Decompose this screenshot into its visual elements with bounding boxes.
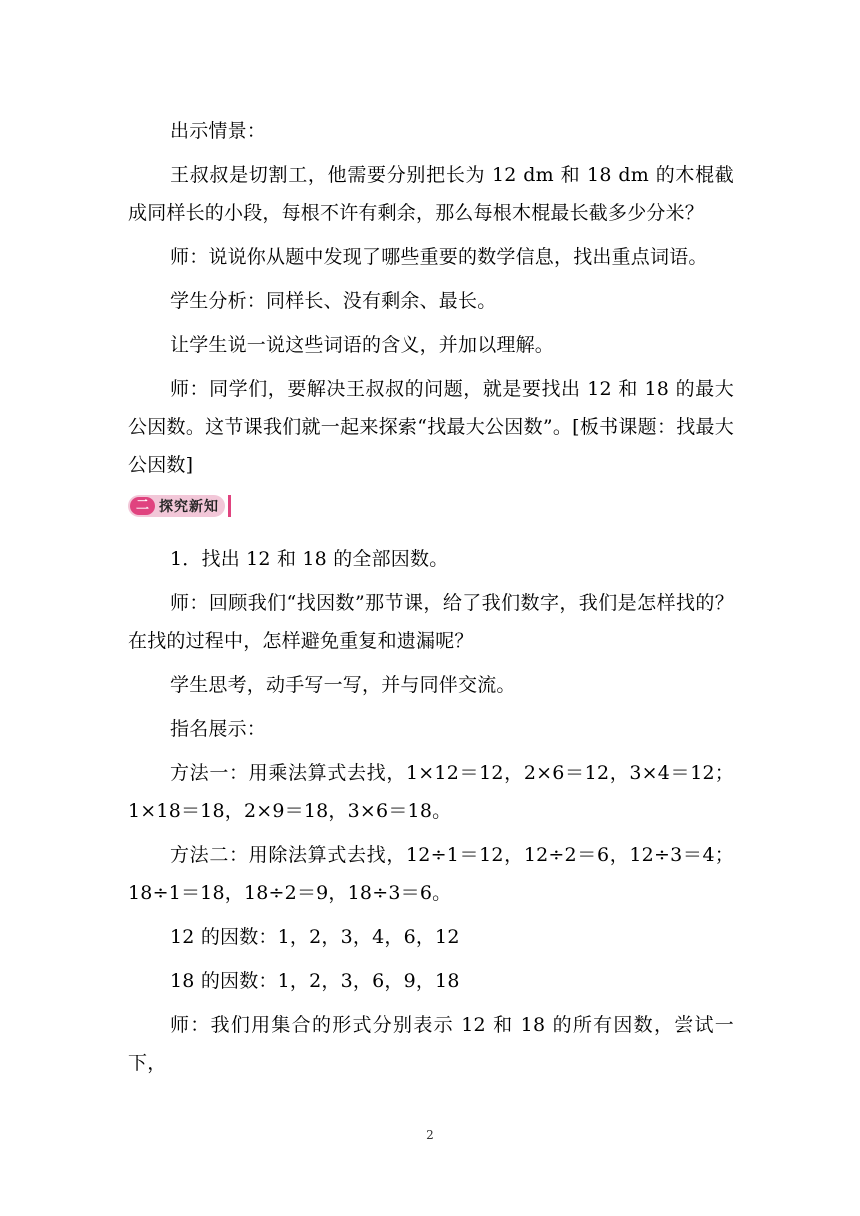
paragraph-show: 指名展示： — [170, 718, 267, 740]
paragraph-explain-terms: 让学生说一说这些词语的含义，并加以理解。 — [170, 334, 555, 356]
paragraph-factors-12: 12 的因数：1，2，3，4，6，12 — [170, 926, 460, 948]
section-title: 探究新知 — [159, 499, 220, 515]
paragraph-student-analysis: 学生分析：同样长、没有剩余、最长。 — [170, 290, 497, 312]
paragraph-teacher-review: 师：回顾我们“找因数”那节课，给了我们数字，我们是怎样找的？在找的过程中，怎样避免重复和遗漏呢？ — [128, 592, 734, 652]
paragraph-problem: 王叔叔是切割工，他需要分别把长为 12 dm 和 18 dm 的木棍截成同样长的小段，每根不许有剩余，那么每根木棍最长截多少分米？ — [128, 164, 734, 224]
section-header — [128, 494, 734, 518]
paragraph-lesson-topic: 师：同学们，要解决王叔叔的问题，就是要找出 12 和 18 的最大公因数。这节课我们就一起来探索“找最大公因数”。[板书课题：找最大公因数] — [128, 378, 734, 476]
section-badge — [128, 495, 225, 517]
page-number: 2 — [426, 1128, 434, 1142]
paragraph-step-1: 1．找出 12 和 18 的全部因数。 — [170, 548, 449, 570]
paragraph-factors-18: 18 的因数：1，2，3，6，9，18 — [170, 970, 460, 992]
paragraph-teacher-sets: 师：我们用集合的形式分别表示 12 和 18 的所有因数，尝试一下， — [128, 1014, 734, 1074]
section-number: 二 — [130, 497, 155, 515]
paragraph-teacher-prompt: 师：说说你从题中发现了哪些重要的数学信息，找出重点词语。 — [170, 246, 708, 268]
paragraph-scenario-intro: 出示情景： — [170, 120, 267, 142]
section-accent-bar — [228, 495, 231, 517]
document-body — [128, 112, 734, 1088]
paragraph-student-think: 学生思考，动手写一写，并与同伴交流。 — [170, 674, 516, 696]
paragraph-method-1: 方法一：用乘法算式去找，1×12＝12，2×6＝12，3×4＝12；1×18＝18，2×9＝18，3×6＝18。 — [128, 762, 734, 822]
paragraph-method-2: 方法二：用除法算式去找，12÷1＝12，12÷2＝6，12÷3＝4；18÷1＝18，18÷2＝9，18÷3＝6。 — [128, 844, 734, 904]
